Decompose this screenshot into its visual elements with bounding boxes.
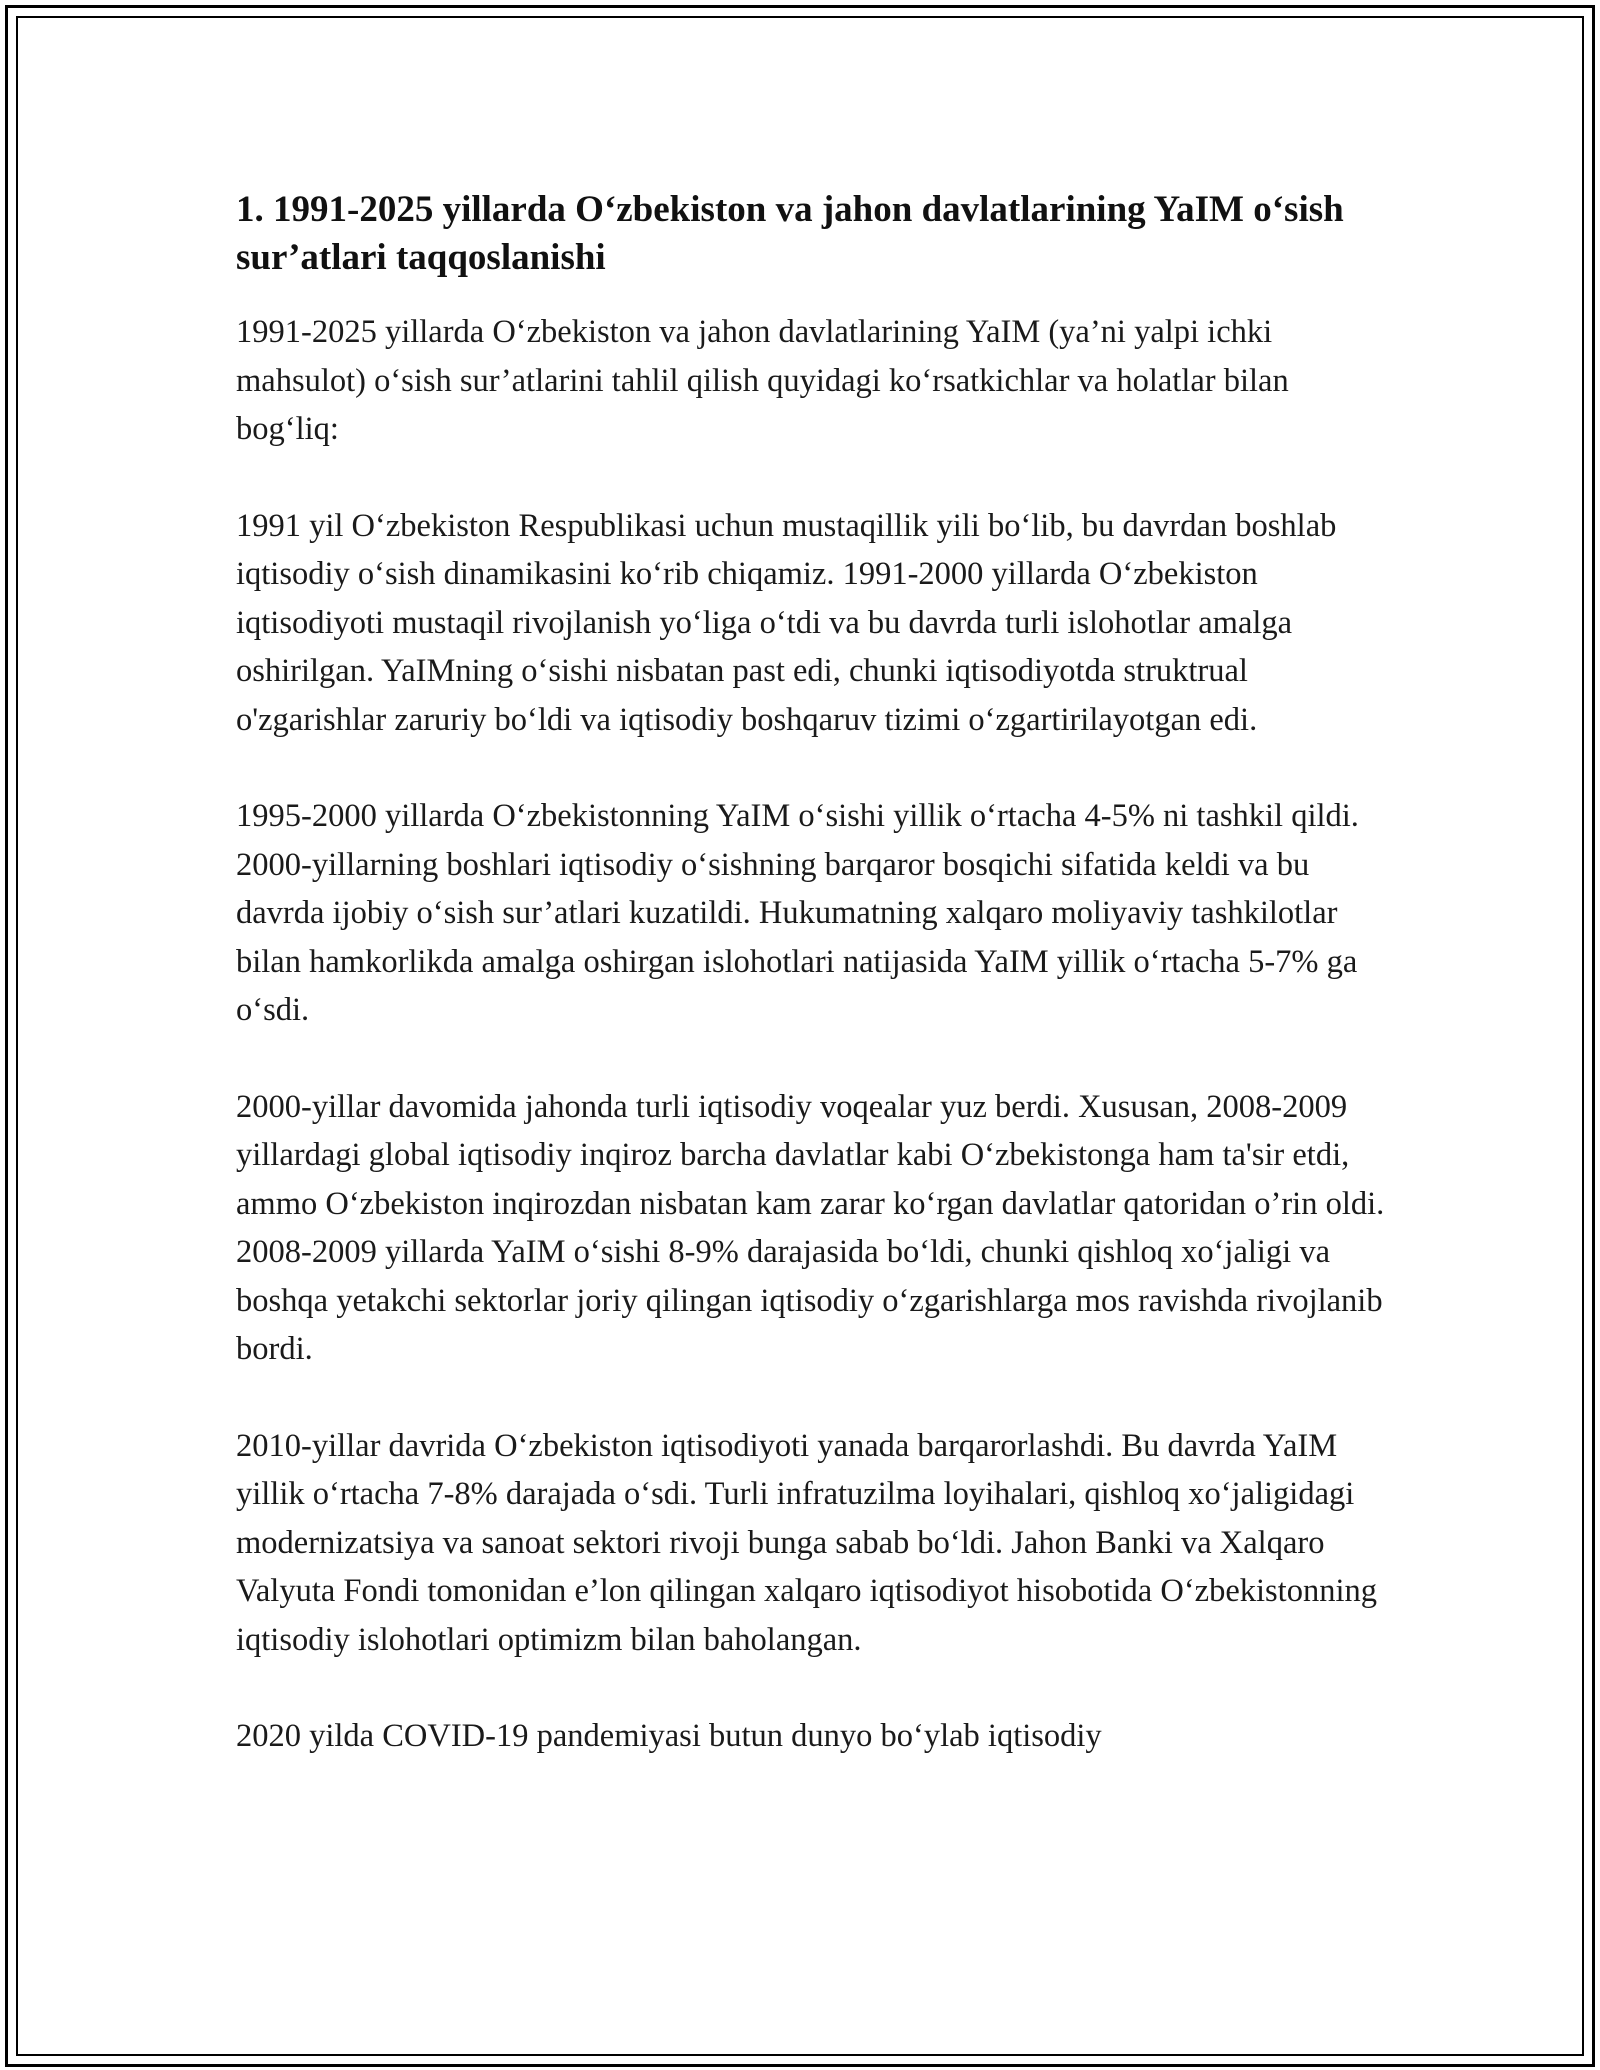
paragraph-1995-2000: 1995-2000 yillarda O‘zbekistonning YaIM o‘sishi yillik o‘rtacha 4-5% ni tashkil qildi. 2000-yillarning boshlari iqtisodiy o‘sishning barqaror bosqichi sifatida keldi va bu davrda ijobiy o‘sish sur’atlari kuzatildi. Hukumatning xalqaro moliyaviy tashkilotlar bilan hamkorlikda amalga oshirgan islohotlari natijasida YaIM yillik o‘rtacha 5-7% ga o‘sdi. — [236, 798, 1359, 1028]
paragraph-1991-2000: 1991 yil O‘zbekiston Respublikasi uchun mustaqillik yili bo‘lib, bu davrdan boshlab iqtisodiy o‘sish dinamikasini ko‘rib chiqamiz. 1991-2000 yillarda O‘zbekiston iqtisodiyoti mustaqil rivojlanish yo‘liga o‘tdi va bu davrda turli islohotlar amalga oshirilgan. YaIMning o‘sishi nisbatan past edi, chunki iqtisodiyotda struktrual o'zgarishlar zaruriy bo‘ldi va iqtisodiy boshqaruv tizimi o‘zgartirilayotgan edi. — [236, 507, 1337, 738]
paragraph-intro: 1991-2025 yillarda O‘zbekiston va jahon davlatlarining YaIM (ya’ni yalpi ichki mahsulot) o‘sish sur’atlarini tahlil qilish quyidagi ko‘rsatkichlar va holatlar bilan bog‘liq: — [236, 314, 1289, 447]
paragraph-2020: 2020 yilda COVID-19 pandemiyasi butun dunyo bo‘ylab iqtisodiy — [236, 1718, 1102, 1754]
section-heading: 1. 1991-2025 yillarda O‘zbekiston va jahon davlatlarining YaIM o‘sish sur’atlari taqqoslanishi — [236, 189, 1344, 278]
document-body — [236, 186, 1386, 1809]
paragraph-2000s: 2000-yillar davomida jahonda turli iqtisodiy voqealar yuz berdi. Xususan, 2008-2009 yillardagi global iqtisodiy inqiroz barcha davlatlar kabi O‘zbekistonga ham ta'sir etdi, ammo O‘zbekiston inqirozdan nisbatan kam zarar ko‘rgan davlatlar qatoridan o’rin oldi. 2008-2009 yillarda YaIM o‘sishi 8-9% darajasida bo‘ldi, chunki qishloq xo‘jaligi va boshqa yetakchi sektorlar joriy qilingan iqtisodiy o‘zgarishlarga mos ravishda rivojlanib bordi. — [236, 1088, 1385, 1367]
paragraph-2010s: 2010-yillar davrida O‘zbekiston iqtisodiyoti yanada barqarorlashdi. Bu davrda YaIM yillik o‘rtacha 7-8% darajada o‘sdi. Turli infratuzilma loyihalari, qishloq xo‘jaligidagi modernizatsiya va sanoat sektori rivoji bunga sabab bo‘ldi. Jahon Banki va Xalqaro Valyuta Fondi tomonidan e’lon qilingan xalqaro iqtisodiyot hisobotida O‘zbekistonning iqtisodiy islohotlari optimizm bilan baholangan. — [236, 1427, 1377, 1658]
